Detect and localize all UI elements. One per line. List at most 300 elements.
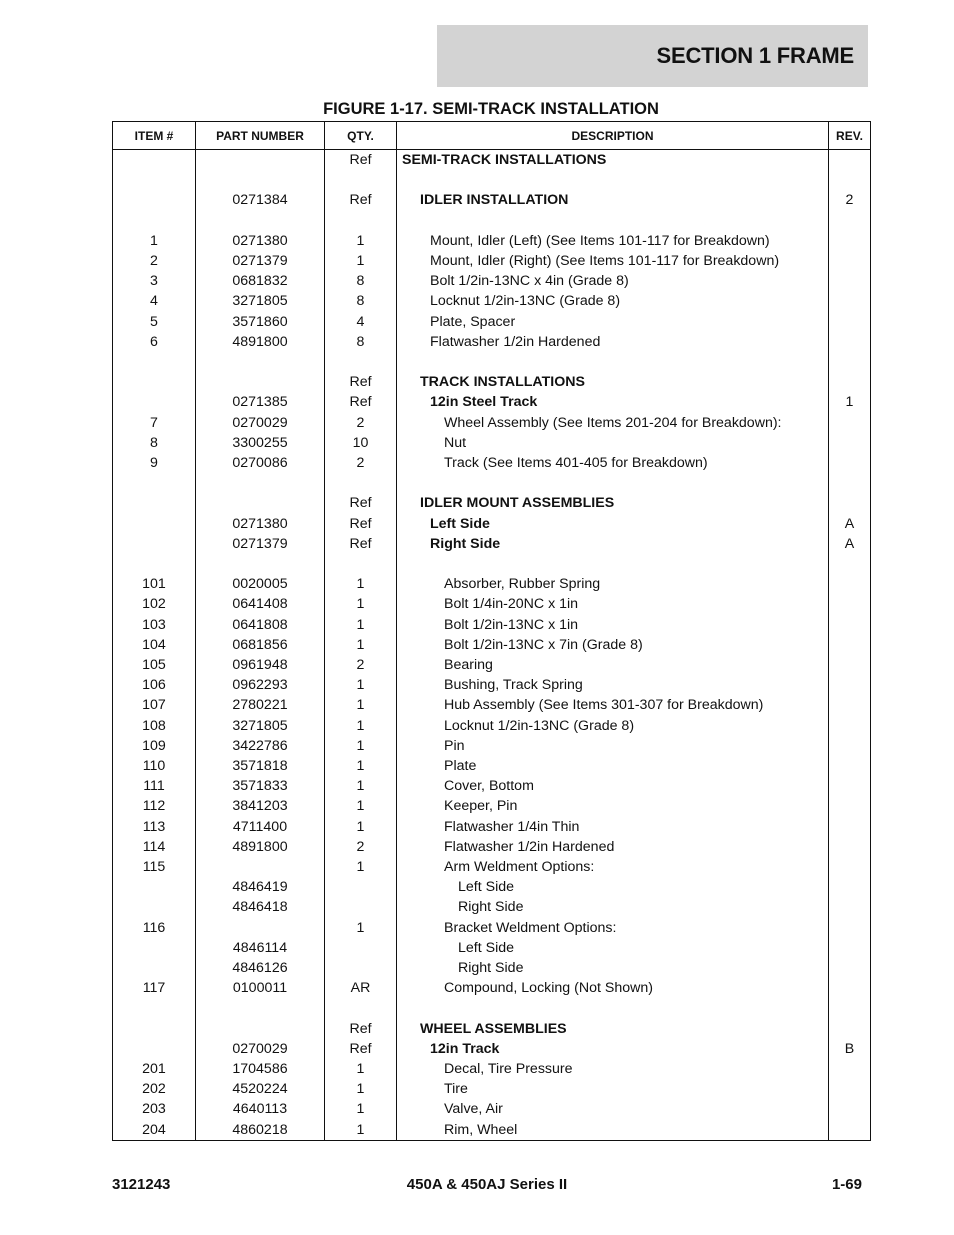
- cell-part-number: 0961948: [196, 655, 325, 675]
- cell-revision: [829, 958, 871, 978]
- cell-quantity: [325, 877, 397, 897]
- section-header: [437, 25, 868, 87]
- cell-description: Plate: [397, 756, 829, 776]
- cell-part-number: 0271380: [196, 231, 325, 251]
- cell-quantity: [325, 938, 397, 958]
- cell-quantity: Ref: [325, 190, 397, 210]
- cell-part-number: [196, 352, 325, 372]
- cell-revision: [829, 291, 871, 311]
- cell-part-number: 3422786: [196, 736, 325, 756]
- table-row: [113, 1019, 871, 1039]
- cell-quantity: Ref: [325, 392, 397, 412]
- cell-part-number: 0962293: [196, 675, 325, 695]
- cell-description: SEMI-TRACK INSTALLATIONS: [397, 150, 829, 171]
- figure-title: FIGURE 1-17. SEMI-TRACK INSTALLATION: [323, 100, 659, 118]
- table-row: [113, 1099, 871, 1119]
- cell-quantity: 2: [325, 655, 397, 675]
- cell-item-number: [113, 897, 196, 917]
- cell-quantity: [325, 473, 397, 493]
- cell-part-number: 3571860: [196, 312, 325, 332]
- table-row: [113, 857, 871, 877]
- column-header-qty: QTY.: [325, 122, 397, 150]
- table-row: [113, 655, 871, 675]
- cell-quantity: 1: [325, 736, 397, 756]
- cell-description: Locknut 1/2in-13NC (Grade 8): [397, 291, 829, 311]
- cell-quantity: 10: [325, 433, 397, 453]
- cell-revision: [829, 594, 871, 614]
- cell-item-number: [113, 352, 196, 372]
- table-row: [113, 392, 871, 412]
- cell-quantity: [325, 211, 397, 231]
- cell-quantity: 2: [325, 837, 397, 857]
- table-row: [113, 170, 871, 190]
- cell-revision: [829, 1019, 871, 1039]
- cell-item-number: [113, 534, 196, 554]
- table-row: [113, 998, 871, 1018]
- cell-part-number: 4640113: [196, 1099, 325, 1119]
- cell-item-number: [113, 998, 196, 1018]
- cell-description: Flatwasher 1/2in Hardened: [397, 837, 829, 857]
- cell-description: Tire: [397, 1079, 829, 1099]
- cell-description: Absorber, Rubber Spring: [397, 574, 829, 594]
- cell-description: [397, 352, 829, 372]
- table-row: [113, 938, 871, 958]
- table-row: [113, 453, 871, 473]
- table-row: [113, 574, 871, 594]
- cell-revision: [829, 352, 871, 372]
- cell-description: Decal, Tire Pressure: [397, 1059, 829, 1079]
- cell-revision: [829, 211, 871, 231]
- cell-item-number: 105: [113, 655, 196, 675]
- table-row: [113, 817, 871, 837]
- cell-description: Left Side: [397, 877, 829, 897]
- cell-quantity: 1: [325, 231, 397, 251]
- cell-part-number: 0270029: [196, 1039, 325, 1059]
- cell-quantity: 1: [325, 918, 397, 938]
- cell-revision: [829, 817, 871, 837]
- cell-description: Left Side: [397, 938, 829, 958]
- cell-quantity: 1: [325, 594, 397, 614]
- table-row: [113, 514, 871, 534]
- table-row: [113, 291, 871, 311]
- cell-quantity: 2: [325, 453, 397, 473]
- column-header-description: DESCRIPTION: [397, 122, 829, 150]
- table-row: [113, 776, 871, 796]
- cell-revision: [829, 978, 871, 998]
- cell-part-number: 3571818: [196, 756, 325, 776]
- cell-description: Bearing: [397, 655, 829, 675]
- table-row: [113, 958, 871, 978]
- cell-quantity: 1: [325, 1099, 397, 1119]
- cell-description: Wheel Assembly (See Items 201-204 for Breakdown):: [397, 413, 829, 433]
- cell-revision: [829, 998, 871, 1018]
- cell-part-number: 3841203: [196, 796, 325, 816]
- cell-revision: [829, 877, 871, 897]
- cell-part-number: [196, 857, 325, 877]
- cell-item-number: 8: [113, 433, 196, 453]
- cell-description: Right Side: [397, 897, 829, 917]
- footer-doc-number: 3121243: [112, 1176, 171, 1193]
- table-row: [113, 695, 871, 715]
- column-header-rev: REV.: [829, 122, 871, 150]
- cell-part-number: 0271379: [196, 251, 325, 271]
- cell-description: Keeper, Pin: [397, 796, 829, 816]
- cell-revision: B: [829, 1039, 871, 1059]
- cell-revision: A: [829, 514, 871, 534]
- cell-quantity: [325, 554, 397, 574]
- cell-item-number: 202: [113, 1079, 196, 1099]
- cell-revision: [829, 433, 871, 453]
- cell-revision: [829, 695, 871, 715]
- cell-part-number: 0271385: [196, 392, 325, 412]
- cell-quantity: 2: [325, 413, 397, 433]
- cell-item-number: 3: [113, 271, 196, 291]
- cell-revision: [829, 897, 871, 917]
- cell-item-number: 112: [113, 796, 196, 816]
- cell-revision: [829, 312, 871, 332]
- cell-revision: [829, 1099, 871, 1119]
- column-header-item: ITEM #: [113, 122, 196, 150]
- cell-description: [397, 170, 829, 190]
- cell-part-number: 4711400: [196, 817, 325, 837]
- table-row: [113, 1059, 871, 1079]
- table-row: [113, 150, 871, 171]
- cell-part-number: [196, 554, 325, 574]
- cell-part-number: 4846418: [196, 897, 325, 917]
- cell-part-number: 0681856: [196, 635, 325, 655]
- cell-quantity: 1: [325, 675, 397, 695]
- cell-description: Pin: [397, 736, 829, 756]
- cell-quantity: 4: [325, 312, 397, 332]
- cell-part-number: [196, 1019, 325, 1039]
- cell-part-number: 4860218: [196, 1120, 325, 1141]
- cell-item-number: [113, 514, 196, 534]
- table-row: [113, 736, 871, 756]
- cell-description: [397, 211, 829, 231]
- cell-quantity: 1: [325, 615, 397, 635]
- cell-part-number: 0100011: [196, 978, 325, 998]
- footer-page-number: 1-69: [831, 1176, 862, 1193]
- cell-revision: [829, 615, 871, 635]
- table-row: [113, 312, 871, 332]
- cell-part-number: 4891800: [196, 332, 325, 352]
- cell-revision: [829, 413, 871, 433]
- cell-quantity: AR: [325, 978, 397, 998]
- table-row: [113, 352, 871, 372]
- cell-item-number: [113, 372, 196, 392]
- cell-part-number: [196, 211, 325, 231]
- cell-part-number: 0020005: [196, 574, 325, 594]
- cell-quantity: 1: [325, 857, 397, 877]
- column-header-part-number: PART NUMBER: [196, 122, 325, 150]
- cell-description: Arm Weldment Options:: [397, 857, 829, 877]
- cell-revision: A: [829, 534, 871, 554]
- cell-part-number: 3271805: [196, 291, 325, 311]
- table-row: [113, 271, 871, 291]
- cell-quantity: [325, 998, 397, 1018]
- cell-item-number: [113, 877, 196, 897]
- cell-revision: [829, 918, 871, 938]
- cell-quantity: 1: [325, 1079, 397, 1099]
- cell-item-number: 5: [113, 312, 196, 332]
- cell-item-number: [113, 473, 196, 493]
- cell-item-number: 104: [113, 635, 196, 655]
- cell-part-number: [196, 998, 325, 1018]
- cell-quantity: 1: [325, 695, 397, 715]
- cell-part-number: 0271380: [196, 514, 325, 534]
- cell-revision: [829, 776, 871, 796]
- cell-revision: [829, 271, 871, 291]
- cell-quantity: 8: [325, 291, 397, 311]
- cell-revision: [829, 332, 871, 352]
- cell-part-number: 0641408: [196, 594, 325, 614]
- table-row: [113, 251, 871, 271]
- cell-item-number: 1: [113, 231, 196, 251]
- cell-description: [397, 998, 829, 1018]
- cell-description: Valve, Air: [397, 1099, 829, 1119]
- cell-description: IDLER INSTALLATION: [397, 190, 829, 210]
- cell-quantity: [325, 170, 397, 190]
- cell-quantity: 1: [325, 796, 397, 816]
- cell-description: Cover, Bottom: [397, 776, 829, 796]
- cell-part-number: 4846126: [196, 958, 325, 978]
- cell-revision: [829, 372, 871, 392]
- cell-description: Bolt 1/2in-13NC x 7in (Grade 8): [397, 635, 829, 655]
- cell-item-number: [113, 211, 196, 231]
- cell-item-number: [113, 938, 196, 958]
- cell-revision: [829, 574, 871, 594]
- cell-item-number: 101: [113, 574, 196, 594]
- table-row: [113, 493, 871, 513]
- cell-description: [397, 554, 829, 574]
- cell-revision: [829, 635, 871, 655]
- cell-quantity: 1: [325, 251, 397, 271]
- table-row: [113, 231, 871, 251]
- table-row: [113, 190, 871, 210]
- cell-quantity: 8: [325, 332, 397, 352]
- table-row: [113, 716, 871, 736]
- cell-description: Plate, Spacer: [397, 312, 829, 332]
- cell-description: Mount, Idler (Left) (See Items 101-117 for Breakdown): [397, 231, 829, 251]
- cell-item-number: [113, 150, 196, 171]
- cell-item-number: 2: [113, 251, 196, 271]
- cell-part-number: 0681832: [196, 271, 325, 291]
- cell-description: Rim, Wheel: [397, 1120, 829, 1141]
- cell-item-number: 110: [113, 756, 196, 776]
- table-row: [113, 1120, 871, 1141]
- table-row: [113, 1039, 871, 1059]
- cell-quantity: Ref: [325, 150, 397, 171]
- cell-revision: [829, 675, 871, 695]
- cell-part-number: 3271805: [196, 716, 325, 736]
- cell-part-number: 3571833: [196, 776, 325, 796]
- cell-item-number: 4: [113, 291, 196, 311]
- cell-item-number: 102: [113, 594, 196, 614]
- cell-description: Nut: [397, 433, 829, 453]
- cell-part-number: 0270086: [196, 453, 325, 473]
- cell-description: [397, 473, 829, 493]
- cell-revision: [829, 554, 871, 574]
- footer-model: 450A & 450AJ Series II: [406, 1176, 568, 1193]
- cell-part-number: [196, 372, 325, 392]
- cell-item-number: [113, 1039, 196, 1059]
- cell-item-number: 203: [113, 1099, 196, 1119]
- cell-item-number: 113: [113, 817, 196, 837]
- cell-revision: [829, 473, 871, 493]
- cell-quantity: Ref: [325, 493, 397, 513]
- cell-revision: 1: [829, 392, 871, 412]
- cell-item-number: 6: [113, 332, 196, 352]
- cell-quantity: 1: [325, 776, 397, 796]
- table-row: [113, 1079, 871, 1099]
- cell-part-number: [196, 150, 325, 171]
- cell-item-number: 106: [113, 675, 196, 695]
- cell-revision: [829, 736, 871, 756]
- cell-quantity: 1: [325, 1059, 397, 1079]
- table-row: [113, 332, 871, 352]
- cell-part-number: 4520224: [196, 1079, 325, 1099]
- table-row: [113, 897, 871, 917]
- cell-revision: [829, 231, 871, 251]
- cell-description: Flatwasher 1/4in Thin: [397, 817, 829, 837]
- cell-quantity: [325, 352, 397, 372]
- cell-description: 12in Steel Track: [397, 392, 829, 412]
- cell-item-number: 115: [113, 857, 196, 877]
- cell-part-number: [196, 170, 325, 190]
- cell-revision: [829, 1079, 871, 1099]
- table-row: [113, 554, 871, 574]
- cell-quantity: 1: [325, 756, 397, 776]
- cell-revision: [829, 251, 871, 271]
- cell-part-number: 4846114: [196, 938, 325, 958]
- cell-revision: [829, 1120, 871, 1141]
- table-row: [113, 918, 871, 938]
- table-row: [113, 594, 871, 614]
- section-title: SECTION 1 FRAME: [656, 43, 854, 68]
- table-row: [113, 675, 871, 695]
- cell-item-number: 9: [113, 453, 196, 473]
- cell-description: Locknut 1/2in-13NC (Grade 8): [397, 716, 829, 736]
- cell-description: Right Side: [397, 534, 829, 554]
- cell-description: WHEEL ASSEMBLIES: [397, 1019, 829, 1039]
- cell-part-number: 0270029: [196, 413, 325, 433]
- cell-revision: [829, 1059, 871, 1079]
- cell-quantity: 1: [325, 635, 397, 655]
- cell-part-number: [196, 918, 325, 938]
- cell-revision: [829, 493, 871, 513]
- cell-item-number: 103: [113, 615, 196, 635]
- cell-item-number: [113, 1019, 196, 1039]
- cell-item-number: [113, 170, 196, 190]
- cell-item-number: 116: [113, 918, 196, 938]
- cell-item-number: [113, 392, 196, 412]
- cell-description: Bolt 1/4in-20NC x 1in: [397, 594, 829, 614]
- table-row: [113, 433, 871, 453]
- table-row: [113, 877, 871, 897]
- table-header: [113, 122, 871, 150]
- cell-item-number: 114: [113, 837, 196, 857]
- cell-quantity: Ref: [325, 514, 397, 534]
- table-body: [113, 150, 871, 1141]
- table-row: [113, 615, 871, 635]
- cell-part-number: 0271384: [196, 190, 325, 210]
- cell-part-number: [196, 473, 325, 493]
- cell-revision: [829, 938, 871, 958]
- cell-quantity: 1: [325, 574, 397, 594]
- cell-revision: [829, 837, 871, 857]
- cell-quantity: [325, 897, 397, 917]
- cell-revision: 2: [829, 190, 871, 210]
- table-row: [113, 211, 871, 231]
- cell-part-number: 3300255: [196, 433, 325, 453]
- cell-item-number: 204: [113, 1120, 196, 1141]
- table-row: [113, 978, 871, 998]
- cell-description: Hub Assembly (See Items 301-307 for Breakdown): [397, 695, 829, 715]
- cell-description: Right Side: [397, 958, 829, 978]
- cell-quantity: 8: [325, 271, 397, 291]
- cell-quantity: 1: [325, 1120, 397, 1141]
- cell-quantity: 1: [325, 716, 397, 736]
- cell-quantity: Ref: [325, 534, 397, 554]
- cell-description: TRACK INSTALLATIONS: [397, 372, 829, 392]
- table-row: [113, 756, 871, 776]
- cell-revision: [829, 756, 871, 776]
- cell-revision: [829, 857, 871, 877]
- cell-item-number: 117: [113, 978, 196, 998]
- cell-part-number: 4891800: [196, 837, 325, 857]
- cell-description: Left Side: [397, 514, 829, 534]
- cell-item-number: [113, 554, 196, 574]
- page-footer: [112, 1176, 862, 1196]
- cell-item-number: 108: [113, 716, 196, 736]
- cell-item-number: 111: [113, 776, 196, 796]
- cell-revision: [829, 170, 871, 190]
- cell-revision: [829, 453, 871, 473]
- cell-part-number: 0271379: [196, 534, 325, 554]
- cell-description: Mount, Idler (Right) (See Items 101-117 for Breakdown): [397, 251, 829, 271]
- cell-quantity: 1: [325, 817, 397, 837]
- cell-item-number: 7: [113, 413, 196, 433]
- cell-part-number: 0641808: [196, 615, 325, 635]
- table-row: [113, 473, 871, 493]
- cell-description: Track (See Items 401-405 for Breakdown): [397, 453, 829, 473]
- cell-quantity: Ref: [325, 372, 397, 392]
- cell-description: 12in Track: [397, 1039, 829, 1059]
- cell-description: Bracket Weldment Options:: [397, 918, 829, 938]
- table-row: [113, 534, 871, 554]
- parts-table: [112, 121, 871, 1141]
- cell-description: IDLER MOUNT ASSEMBLIES: [397, 493, 829, 513]
- cell-description: Compound, Locking (Not Shown): [397, 978, 829, 998]
- cell-description: Bolt 1/2in-13NC x 1in: [397, 615, 829, 635]
- cell-description: Bolt 1/2in-13NC x 4in (Grade 8): [397, 271, 829, 291]
- cell-description: Flatwasher 1/2in Hardened: [397, 332, 829, 352]
- cell-part-number: 4846419: [196, 877, 325, 897]
- cell-item-number: 109: [113, 736, 196, 756]
- cell-item-number: 201: [113, 1059, 196, 1079]
- cell-revision: [829, 655, 871, 675]
- cell-item-number: [113, 493, 196, 513]
- cell-quantity: Ref: [325, 1019, 397, 1039]
- cell-revision: [829, 796, 871, 816]
- cell-item-number: [113, 958, 196, 978]
- cell-part-number: 2780221: [196, 695, 325, 715]
- cell-revision: [829, 716, 871, 736]
- table-row: [113, 635, 871, 655]
- cell-item-number: [113, 190, 196, 210]
- cell-description: Bushing, Track Spring: [397, 675, 829, 695]
- cell-quantity: Ref: [325, 1039, 397, 1059]
